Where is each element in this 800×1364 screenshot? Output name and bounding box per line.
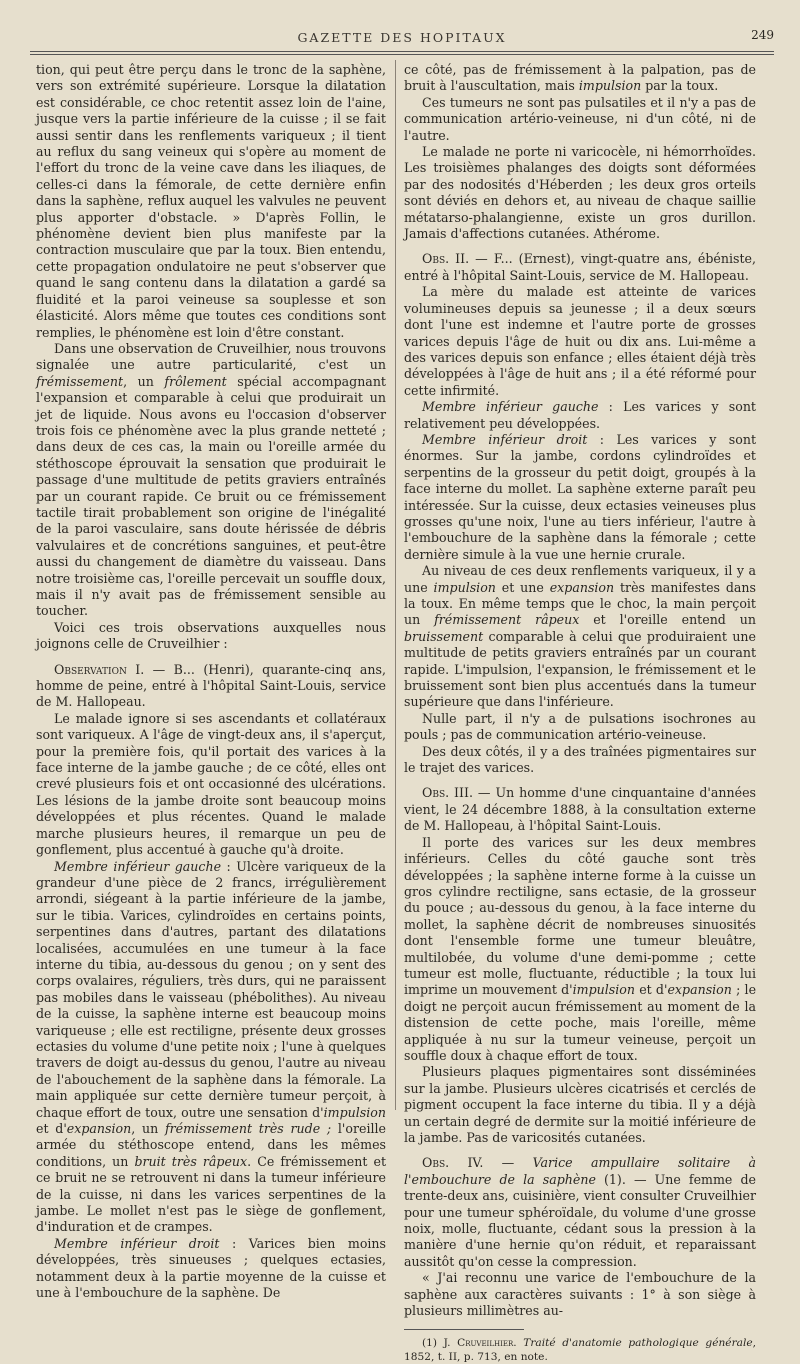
running-title: GAZETTE DES HOPITAUX — [297, 30, 507, 45]
page-header — [30, 24, 774, 50]
paragraph: Au niveau de ces deux renflements variqueux, il y a une impulsion et une expansion très manifestes dans la toux. En même temps que le choc, la main perçoit un frémissement râpeux et l'oreille entend un bruissement comparable à celui que produiraient une multitude de petits graviers entraînés par un courant rapide. L'impulsion, l'expansion, le frémissement et le bruissement sont bien plus accentués dans la tumeur supérieure que dans l'inférieure. — [404, 563, 757, 710]
page-number: 249 — [751, 28, 774, 42]
paragraph: Ces tumeurs ne sont pas pulsatiles et il n'y a pas de communication artério-veineuse, ni d'un côté, ni de l'autre. — [404, 94, 756, 143]
paragraph: Voici ces trois observations auxquelles nous joignons celle de Cruveilhier : — [36, 619, 386, 652]
paragraph: La mère du malade est atteinte de varices volumineuses depuis sa jeunesse ; il a deux sœurs dont l'une est indemne et l'autre porte de grosses varices depuis l'âge de huit ou dix ans. Lui-même a des varices depuis son enfance ; elles étaient déjà très développées à l'âge de huit ans ; il a été réformé pour cette infirmité. — [404, 284, 756, 398]
header-rule-double — [30, 54, 774, 55]
left-column — [36, 62, 386, 1301]
observation-heading: Obs. III. — Un homme d'une cinquantaine d'années vient, le 24 décembre 1888, à la consultation externe de M. Hallopeau, à l'hôpital Saint-Louis. — [404, 785, 756, 834]
paragraph: Nulle part, il n'y a de pulsations isochrones au pouls ; pas de communication artério-veineuse. — [404, 710, 756, 743]
footnote-rule — [404, 1329, 524, 1330]
paragraph: Il porte des varices sur les deux membres inférieurs. Celles du côté gauche sont très développées ; la saphène interne forme à la cuisse un gros cylindre rectiligne, sans ectasie, de la grosseur du pouce ; au-dessous du genou, à la face interne du mollet, la saphène décrit de nombreuses sinuosités dont l'ensemble forme une tumeur bleuâtre, multilobée, du volume d'une demi-pomme ; cette tumeur est molle, fluctuante, réductible ; la toux lui imprime un mouvement d'impulsion et d'expansion ; le doigt ne perçoit aucun frémissement au moment de la distension de cette poche, mais l'oreille, même appliquée à nu sur la tumeur veineuse, perçoit un souffle doux à chaque effort de toux. — [404, 834, 757, 1063]
paragraph: Membre inférieur droit : Les varices y sont énormes. Sur la jambe, cordons cylindroïdes et serpentins de la grosseur du petit doigt, groupés à la face interne du mollet. La saphène externe paraît peu intéressée. Sur la cuisse, deux ectasies veineuses plus grosses qu'une noix, l'une au tiers inférieur, l'autre à l'embouchure de la saphène dans la fémorale ; cette dernière simule à la vue une hernie crurale. — [404, 431, 757, 562]
paragraph: Membre inférieur gauche : Ulcère variqueux de la grandeur d'une pièce de 2 francs, irrégulièrement arrondi, siégeant à la partie inférieure de la jambe, sur le tibia. Varices, cylindroïdes en certains points, serpentines dans d'autres, partant des dilatations localisées, accumulées en une tumeur à la face interne du tibia, au-dessous du genou ; on y sent des corps ovalaires, réguliers, très durs, qui ne paraissent pas mobiles dans le vaisseau (phébolithes). Au niveau de la cuisse, la saphène interne est beaucoup moins variqueuse ; elle est rectiligne, présente deux grosses ectasies du volume d'une petite noix ; l'une à quelques travers de doigt au-dessus du genou, l'autre au niveau de l'abouchement de la saphène dans la fémorale. La main appliquée sur cette dernière tumeur perçoit, à chaque effort de toux, outre une sensation d'impulsion et d'expansion, un frémissement très rude ; l'oreille armée du stéthoscope entend, dans les mêmes conditions, un bruit très râpeux. Ce frémissement et ce bruit ne se retrouvent ni dans la tumeur inférieure de la cuisse, ni dans les varices serpentines de la jambe. Le mollet n'est pas le siège de gonflement, d'induration et de crampes. — [36, 858, 387, 1235]
paragraph: Membre inférieur droit : Varices bien moins développées, très sinueuses ; quelques ectasies, notamment deux à la partie moyenne de la cuisse et une à l'embouchure de la saphène. De — [36, 1235, 387, 1301]
header-rule — [30, 51, 774, 52]
right-column — [404, 62, 756, 1364]
paragraph: ce côté, pas de frémissement à la palpation, pas de bruit à l'auscultation, mais impulsion par la toux. — [404, 62, 756, 94]
paragraph: tion, qui peut être perçu dans le tronc de la saphène, vers son extrémité supérieure. Lorsque la dilatation est considérable, ce choc retentit assez loin de l'aine, jusque vers la partie inférieure de la cuisse ; il se fait aussi sentir dans les renflements variqueux ; il tient au reflux du sang veineux qui s'opère au moment de l'effort du tronc de la veine cave dans les iliaques, de celles-ci dans la fémorale, de cette dernière enfin dans la saphène, reflux auquel les valvules ne peuvent plus apporter d'obstacle. » D'après Follin, le phénomène devient bien plus manifeste par la contraction musculaire que par la toux. Bien entendu, cette propagation ondulatoire ne peut s'observer que quand le sang contenu dans la dilatation a gardé sa fluidité et la paroi veineuse sa souplesse et son élasticité. Alors même que toutes ces conditions sont remplies, le phénomène est loin d'être constant. — [36, 62, 386, 340]
observation-heading: Obs. IV. — Varice ampullaire solitaire à l'embouchure de la saphène (1). — Une femme de trente-deux ans, cuisinière, vient consulter Cruveilhier pour une tumeur sphéroïdale, du volume d'une grosse noix, molle, fluctuante, cédant sous la pression à la manière d'une hernie qu'on réduit, et reparaissant aussitôt qu'on cesse la compression. — [404, 1155, 756, 1269]
paragraph: Des deux côtés, il y a des traînées pigmentaires sur le trajet des varices. — [404, 743, 756, 776]
footnote: (1) J. Cruveilhier. Traité d'anatomie pathologique générale, 1852, t. II, p. 713, en note. — [404, 1337, 756, 1364]
paragraph: Le malade ignore si ses ascendants et collatéraux sont variqueux. A l'âge de vingt-deux ans, il s'aperçut, pour la première fois, qu'il portait des varices à la face interne de la jambe gauche ; de ce côté, elles ont crevé plusieurs fois et ont occasionné des ulcérations. Les lésions de la jambe droite sont beaucoup moins développées et plus récentes. Quand le malade marche plusieurs heures, il remarque un peu de gonflement, plus accentué à gauche qu'à droite. — [36, 710, 386, 858]
paragraph: Plusieurs plaques pigmentaires sont disséminées sur la jambe. Plusieurs ulcères cicatrisés et cerclés de pigment occupent la face interne du tibia. Il y a déjà un certain degré de dermite sur la moitié inférieure de la jambe. Pas de varicosités cutanées. — [404, 1064, 756, 1145]
paragraph: Le malade ne porte ni varicocèle, ni hémorrhoïdes. Les troisièmes phalanges des doigts sont déformées par des nodosités d'Héberden ; les deux gros orteils sont déviés en dehors et, au niveau de chaque saillie métatarso-phalangienne, existe un gros durillon. Jamais d'affections cutanées. Athérome. — [404, 144, 756, 242]
paragraph: Dans une observation de Cruveilhier, nous trouvons signalée une autre particularité, c'est un frémissement, un frôlement spécial accompagnant l'expansion et comparable à celui que produirait un jet de liquide. Nous avons eu l'occasion d'observer trois fois ce phénomène avec la plus grande netteté ; dans deux de ces cas, la main ou l'oreille armée du stéthoscope éprouvait la sensation que produirait le passage d'une multitude de petits graviers entraînés par un courant rapide. Ce bruit ou ce frémissement tactile tirait probablement son origine de l'inégalité de la paroi vasculaire, sans doute hérissée de débris valvulaires et de concrétions sanguines, et peut-être aussi du changement de diamètre du vaisseau. Dans notre troisième cas, l'oreille percevait un souffle doux, mais il n'y avait pas de frémissement sensible au toucher. — [36, 340, 386, 619]
observation-heading: Obs. II. — F... (Ernest), vingt-quatre ans, ébéniste, entré à l'hôpital Saint-Louis, service de M. Hallopeau. — [404, 251, 756, 283]
paragraph: Membre inférieur gauche : Les varices y sont relativement peu développées. — [404, 399, 756, 431]
observation-heading: Observation I. — B... (Henri), quarante-cinq ans, homme de peine, entré à l'hôpital Saint-Louis, service de M. Hallopeau. — [36, 661, 386, 710]
paragraph: « J'ai reconnu une varice de l'embouchure de la saphène aux caractères suivants : 1° à son siège à plusieurs millimètres au- — [404, 1270, 756, 1319]
column-divider — [395, 60, 396, 1110]
